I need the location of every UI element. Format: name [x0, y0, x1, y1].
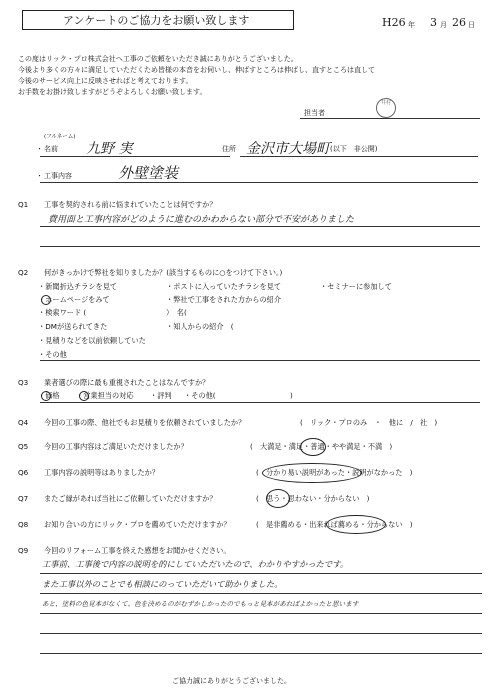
q2-other-line: [40, 360, 480, 361]
q8-number: Q8: [18, 520, 29, 529]
q8-options: ( 是非薦める・出来れば薦める・分からない ): [256, 520, 413, 529]
intro-line: お手数をお掛け致しますがどうぞよろしくお願い致します。: [18, 88, 207, 96]
q1-line-1: [40, 226, 480, 227]
name-value: 九野 実: [86, 141, 133, 157]
q5-options: ( 大満足・満足・普通・やや満足・不満 ): [250, 442, 393, 451]
q2-option-search-name: ） 名(: [166, 308, 187, 317]
staff-label: 担当者: [304, 109, 325, 117]
q3-other-close: ): [290, 391, 293, 400]
q1-line-2: [40, 246, 480, 247]
q2-option-other: ・その他: [38, 350, 67, 359]
date-month-unit: 月: [440, 21, 447, 29]
q7-text: またご縁があれば当社にご依頼していただけますか？: [44, 494, 217, 503]
q2-option-homepage: ・ホームページをみて: [38, 295, 110, 304]
q3-option-sales: ・営業担当の対応: [76, 391, 134, 400]
q3-selected-circle: [41, 391, 51, 401]
q2-option-label: 見積りなどを以前依頼していた: [45, 336, 146, 345]
intro-line: この度はリック・プロ株式会社へ工事のご依頼をいただき誠にありがとうございました。: [18, 55, 298, 63]
q9-line-5: [40, 653, 482, 654]
q2-option-label: ホームページをみて: [45, 295, 110, 304]
address-note: (以下 非公開): [330, 145, 378, 153]
work-label-bullet: ・: [36, 172, 43, 180]
intro-text: [18, 54, 375, 98]
q4-text: 今回の工事の際、他社でもお見積りを依頼されていましたか？: [44, 418, 246, 427]
work-line: [40, 182, 478, 183]
staff-stamp: [376, 98, 396, 118]
q2-selected-circle: [41, 295, 51, 305]
q3-option-reputation: ・評判: [150, 391, 172, 400]
q1-number: Q1: [18, 200, 29, 209]
q6-options: ( 分かり易い説明があった・説明がなかった ): [256, 468, 413, 477]
address-line: [240, 156, 478, 157]
q2-option-seminar: ・セミナーに参加して: [320, 282, 392, 291]
q8-text: お知り合いの方にリック・プロを薦めていただけますか？: [44, 520, 231, 529]
footer-thanks: ご協力誠にありがとうございました。: [172, 677, 291, 685]
q9-line-1: [40, 573, 482, 574]
q3-option-label: その他(: [191, 391, 216, 400]
q2-option-label: 新聞折込チラシを見て: [45, 282, 118, 291]
q7-selected-circle: [266, 489, 290, 508]
q3-option-price: ・価格: [38, 391, 60, 400]
q3-option-other: ・その他(: [184, 391, 216, 400]
date-day-unit: 日: [468, 21, 475, 29]
q4-options: ( リック・プロのみ ・ 他に / 社 ): [300, 418, 438, 427]
q7-number: Q7: [18, 494, 29, 503]
q2-option-previous: ・見積りなどを以前依頼していた: [38, 336, 146, 345]
q3-number: Q3: [18, 378, 29, 387]
date-day: 26: [452, 16, 466, 29]
q6-selected-circle: [262, 463, 362, 483]
staff-line: [300, 118, 480, 119]
q4-number: Q4: [18, 418, 29, 427]
q2-option-label: 知人からの紹介 (: [173, 322, 234, 331]
q6-text: 工事内容の説明等はありましたか？: [44, 468, 160, 477]
q8-selected-circle: [326, 515, 386, 534]
q2-text: 何がきっかけで弊社を知りましたか？(該当するものに○をつけて下さい。): [44, 268, 283, 277]
q2-option-dm: ・DMが送られてきた: [38, 322, 108, 331]
q3-line: [40, 402, 480, 403]
furigana-label: (フルネーム): [44, 134, 76, 140]
q5-text: 今回の工事内容はご満足いただけましたか？: [44, 442, 188, 451]
q2-option-label: 検索ワード (: [45, 308, 87, 317]
q5-number: Q5: [18, 442, 29, 451]
q9-line-2: [40, 593, 482, 594]
q9-text: 今回のリフォーム工事を終えた感想をお聞かせください。: [44, 546, 231, 555]
q3-option-label: 価格: [45, 391, 60, 400]
q2-option-label: DMが送られてきた: [45, 322, 108, 331]
q2-option-post: ・ポストに入っていたチラシを見て: [166, 282, 282, 291]
q1-text: 工事を契約される前に悩まれていたことは何ですか？: [44, 200, 217, 209]
date-year: H26: [382, 16, 406, 29]
survey-title-text: アンケートのご協力をお願い致します: [63, 14, 250, 27]
q2-option-label: 弊社で工事をされた方からの紹介: [173, 295, 282, 304]
q3-option-label: 営業担当の対応: [83, 391, 134, 400]
q9-answer-line-2: また工事以外のことでも相談にのっていただいて助かりました。: [42, 579, 283, 589]
intro-line: 今後より多くの方々に満足していただくため皆様の本音をお伺いし、伸ばすところは伸ばし、直すところは直して: [18, 66, 375, 74]
q3-text: 業者選びの際に最も重視されたことはなんですか？: [44, 378, 210, 387]
q2-option-flyer: ・新聞折込チラシを見て: [38, 282, 118, 291]
q2-option-acquaintance: ・知人からの紹介 (: [166, 322, 234, 331]
survey-title: [22, 10, 294, 30]
q9-answer-line-3: あと、塗料の色見本がなくて、色を決めるのがむずかしかったのでもっと見本があればよかったと思います: [42, 600, 359, 608]
q6-number: Q6: [18, 468, 29, 477]
address-value: 金沢市大場町: [246, 141, 330, 157]
date-month: 3: [430, 16, 437, 29]
address-label: 住所: [222, 145, 236, 153]
q5-selected-circle: [300, 438, 326, 456]
q9-line-4: [40, 633, 482, 634]
stamp-text: 井村: [380, 100, 391, 106]
q1-answer: 費用面と工事内容がどのように進むのかわからない部分で不安がありました: [48, 215, 355, 225]
q2-option-label: その他: [45, 350, 67, 359]
q2-option-label: ポストに入っていたチラシを見て: [173, 282, 282, 291]
name-label-bullet: ・: [36, 145, 43, 153]
q2-option-referral: ・弊社で工事をされた方からの紹介: [166, 295, 282, 304]
date-year-unit: 年: [408, 21, 415, 29]
q9-line-3: [40, 613, 482, 614]
q2-option-search: ・検索ワード (: [38, 308, 87, 317]
q3-selected-circle-2: [79, 391, 89, 401]
q2-number: Q2: [18, 268, 29, 277]
q2-option-label: セミナーに参加して: [327, 282, 392, 291]
name-label: 名前: [44, 145, 58, 153]
intro-line: 今後のサービス向上に反映させればと考えております。: [18, 77, 193, 85]
work-value: 外壁塗装: [118, 164, 179, 182]
q9-number: Q9: [18, 546, 29, 555]
q3-option-label: 評判: [157, 391, 172, 400]
name-line: [40, 156, 230, 157]
work-label: 工事内容: [44, 172, 72, 180]
q9-answer-line-1: 工事前、工事後で内容の説明を的にしていただいたので、わかりやすかったです。: [42, 559, 349, 569]
q7-options: ( 思う・思わない・分からない ): [256, 494, 370, 503]
